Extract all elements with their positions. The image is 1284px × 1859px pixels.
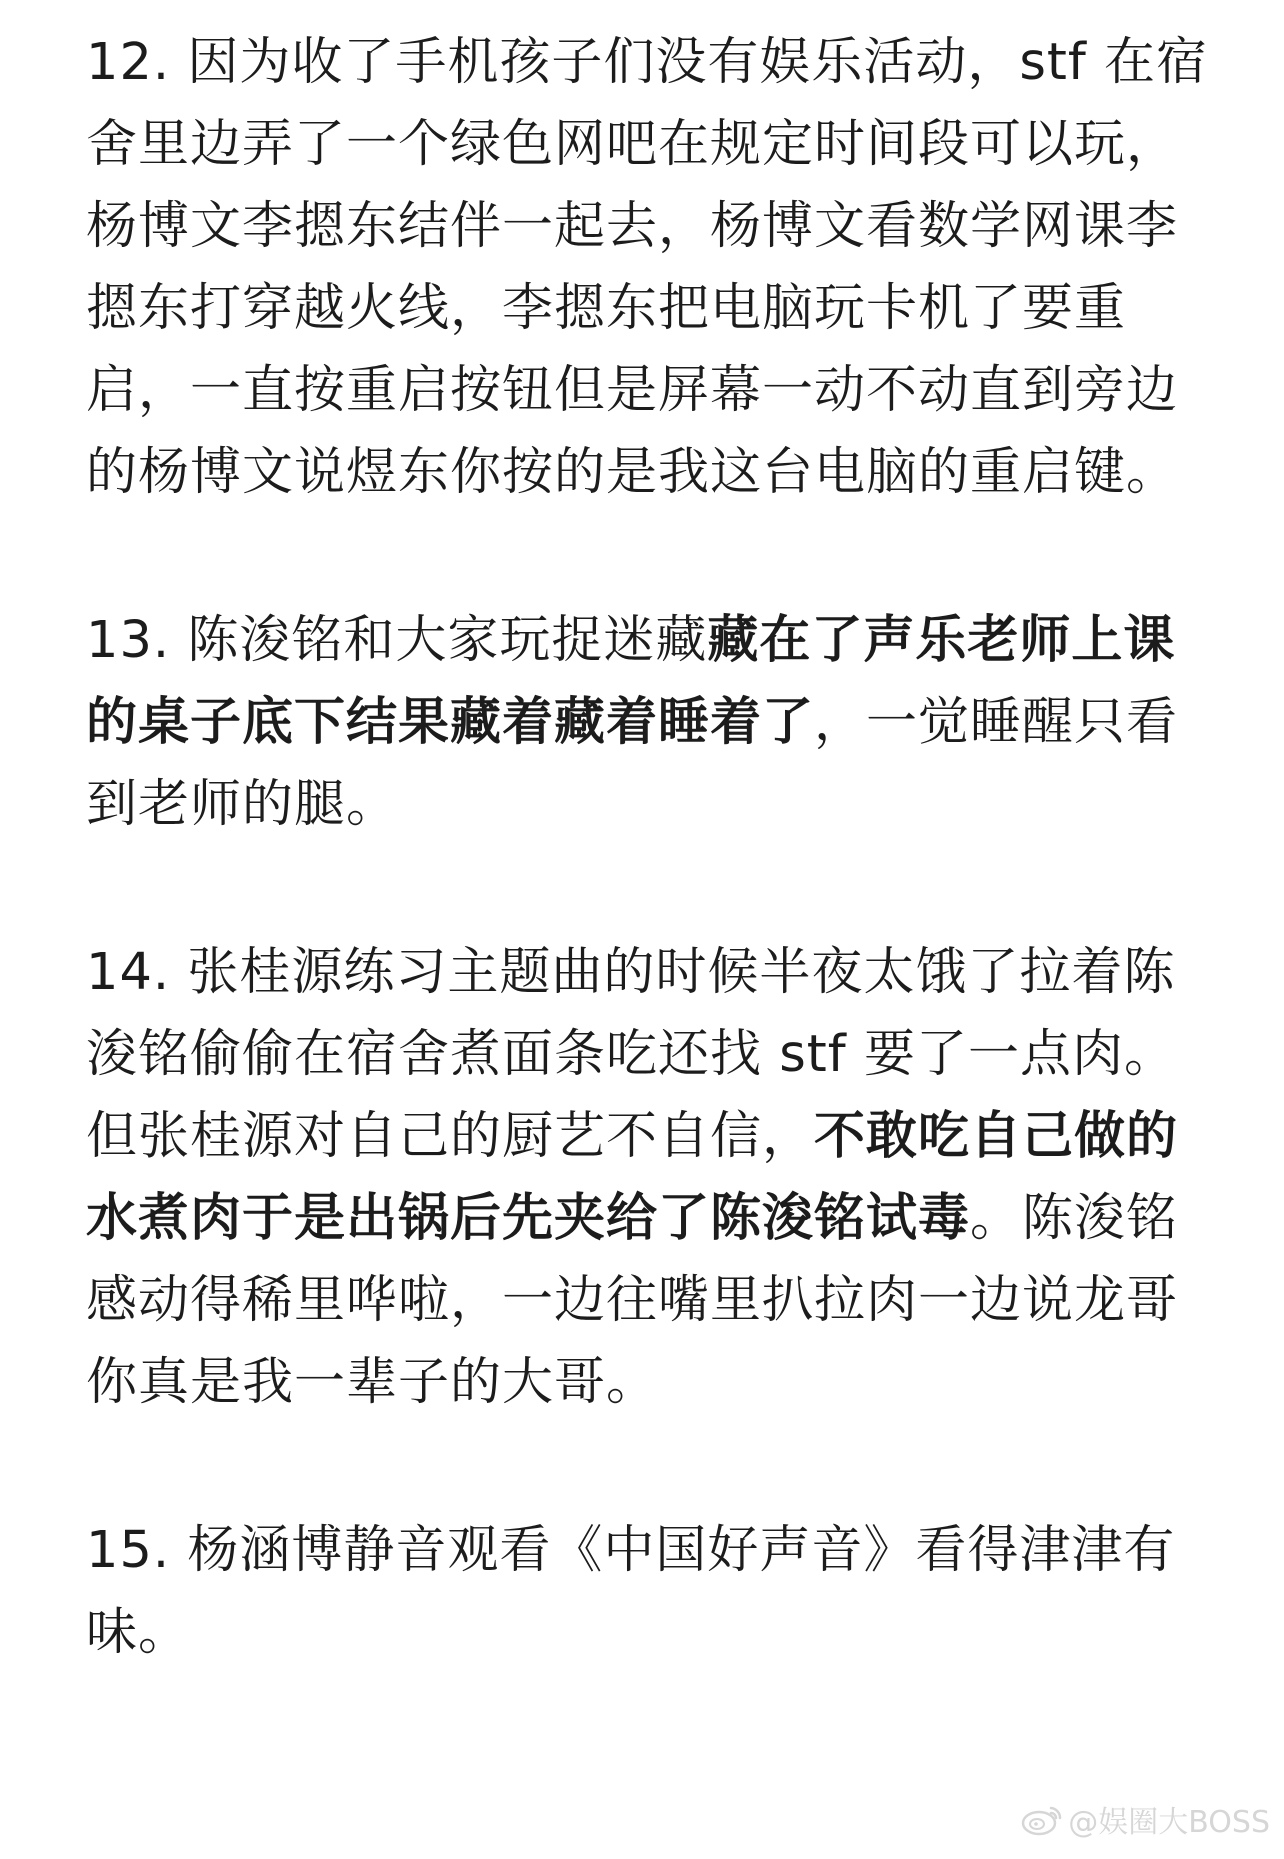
paragraph-text: 15. 杨涵博静音观看《中国好声音》看得津津有味。 [86,1521,1176,1662]
paragraph-text: 13. 陈浚铭和大家玩捉迷藏 [86,611,708,670]
article-body [86,22,1226,1760]
weibo-icon [1020,1802,1064,1836]
paragraph-text: ，一觉睡醒只看到老师的腿。 [86,693,1179,834]
paragraph-text: 14. 张桂源练习主题曲的时候半夜太饿了拉着陈浚铭偷偷在宿舍煮面条吃还找 stf 要了一点肉。但张桂源对自己的厨艺不自信， [86,943,1176,1166]
paragraph-bold-text: 藏在了声乐老师上课的桌子底下结果藏着藏着睡着了 [86,611,1176,752]
paragraph-text: 。陈浚铭感动得稀里哗啦，一边往嘴里扒拉肉一边说龙哥你真是我一辈子的大哥。 [86,1189,1179,1412]
paragraph-12 [86,22,1226,514]
paragraph-15 [86,1510,1226,1674]
paragraph-text: 12. 因为收了手机孩子们没有娱乐活动，stf 在宿舍里边弄了一个绿色网吧在规定时间段可以玩，杨博文李摁东结伴一起去，杨博文看数学网课李摁东打穿越火线，李摁东把电脑玩卡机了要重启，一直按重启按钮但是屏幕一动不动直到旁边的杨博文说煜东你按的是我这台电脑的重启键。 [86,33,1209,502]
paragraph-14 [86,932,1226,1424]
watermark [1020,1797,1270,1841]
watermark-text: @娱圈大BOSS [1068,1805,1270,1840]
paragraph-bold-text: 不敢吃自己做的水煮肉于是出锅后先夹给了陈浚铭试毒 [86,1107,1179,1248]
paragraph-13 [86,600,1226,846]
